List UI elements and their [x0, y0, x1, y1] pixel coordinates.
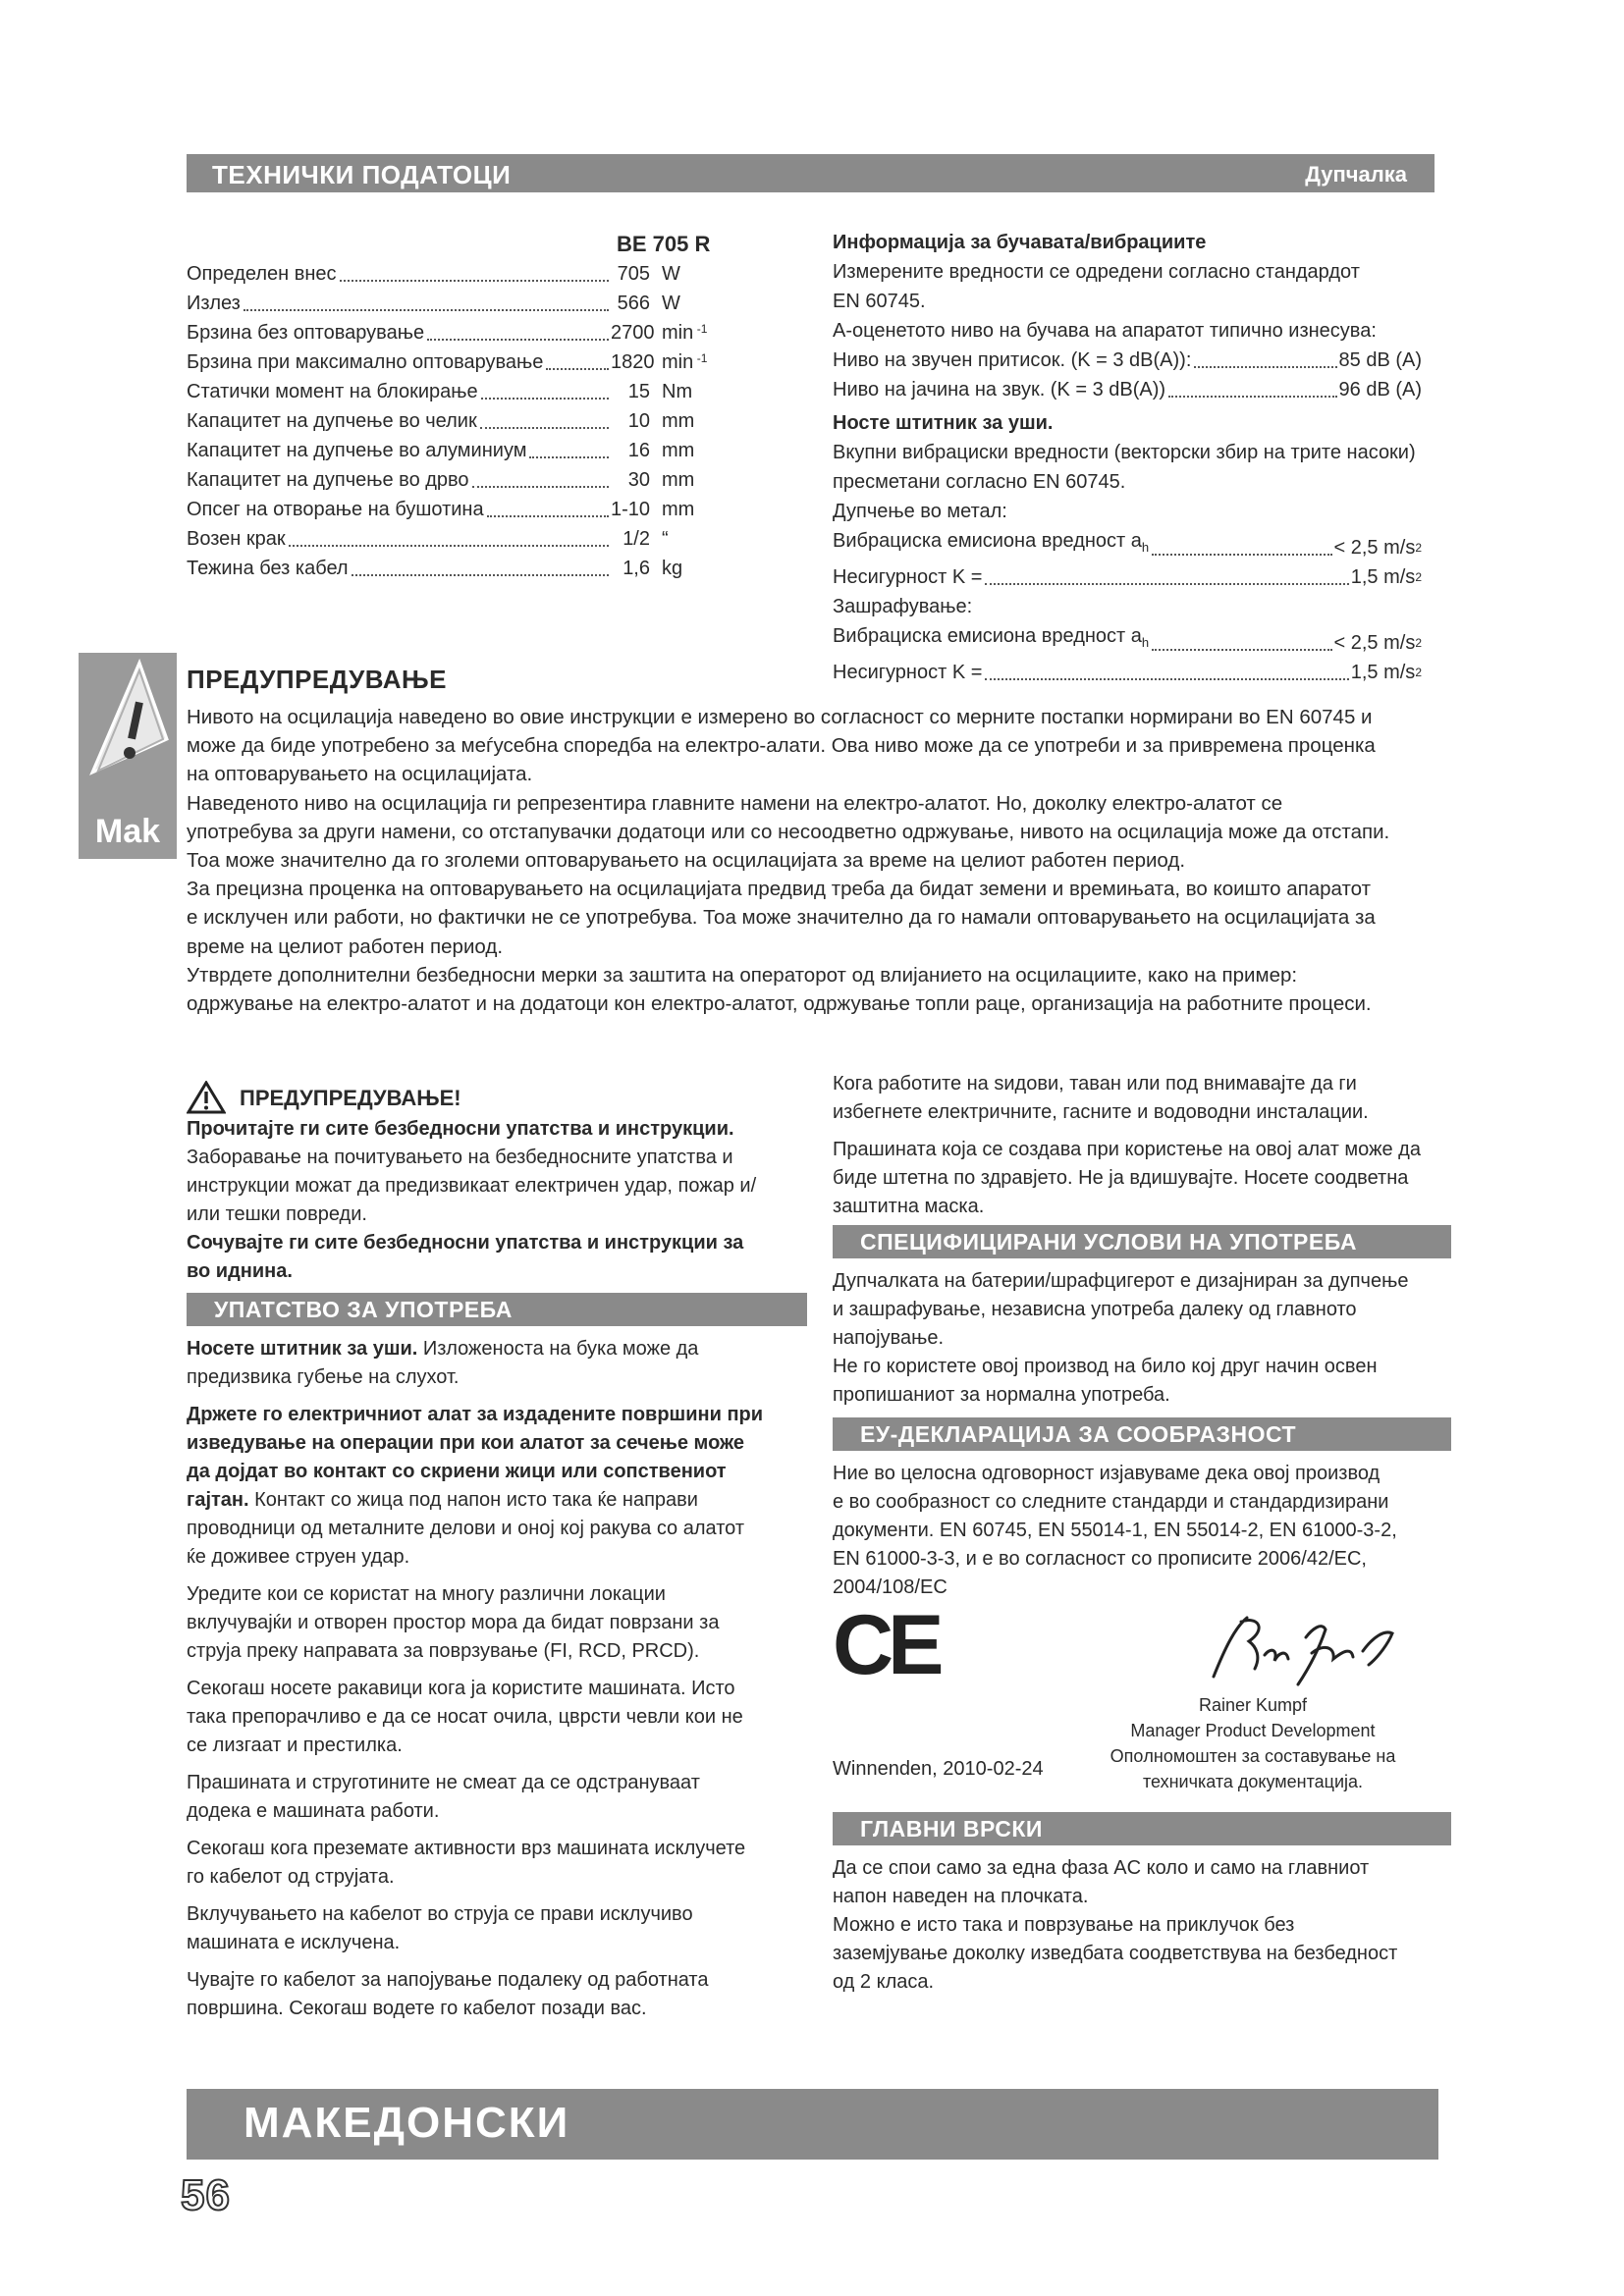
ear-protection-heading: Носте штитник за уши. — [833, 412, 1054, 434]
warning-line: може да биде употребено за меѓусебна споредба на електро-алати. Ова ниво може да се употреби и за привремена проценка — [187, 734, 1376, 758]
read-instructions-text: или тешки повреди. — [187, 1203, 367, 1225]
spec-label: Излез — [187, 293, 241, 314]
spec-row — [187, 406, 736, 436]
spec-label: Капацитет на дупчење во алуминиум — [187, 440, 527, 461]
keep-instructions: Сочувајте ги сите безбедносни упатства и инструкции за — [187, 1232, 744, 1254]
dot-leader — [487, 515, 609, 517]
dot-leader — [472, 486, 609, 488]
left-column: ПРЕДУПРЕДУВАЊЕ! Прочитајте ги сите безбедносни упатства и инструкции. Заборавање на почитувањето на безбедносните упатства и инструкции можат да предизвикаат електричен удар, пожар и/ или тешки повреди. Сочувајте ги сите безбедносни упатства и инструкции за во иднина. УПАТСТВО ЗА УПОТРЕБА Носете штитник за уши. Изложеноста на бука може да предизвика губење на слухот. Држете го електричниот алат за издадените површини при изведување на операции при кои алатот за сечење може да дојдат во контакт со скриени жици или сопствениот гајтан. Контакт со жица под напон исто така ќе направи проводници од металните делови и оној кој ракува со алатот ќе доживее струен удар. Уредите кои се користат на многу различни локации вклучувајќи и отворен простор мора да бидат поврзани за струја преку направата за поврзување (FI, RCD, PRCD). Секогаш носете ракавици кога ја користите машината. Исто така препорачливо е да се носат очила, цврсти чевли кои не се лизгаат и престилка. Прашината и струготините не смеат да се одстрануваат додека е машината работи. Секогаш кога преземате активности врз машината исклучете го кабелот од струјата. Вклучувањето на кабелот во струја се прави исклучиво машината е исклучена. Чувајте го кабелот за напојување подалеку од работната површина. Секогаш водете го кабелот позади вас. — [187, 1080, 807, 2023]
walls-paragraph: Кога работите на sидови, таван или под внимавајте да ги — [833, 1073, 1357, 1095]
warning-line: време на целиот работен период. — [187, 934, 504, 958]
product-category: Дупчалка — [1305, 162, 1407, 187]
spec-label: Опсег на отворање на бушотина — [187, 499, 484, 520]
spec-unit: min $^{-1}$ — [662, 322, 708, 344]
dust-harmful-paragraph: Прашината која се создава при користење на овој алат може да — [833, 1139, 1421, 1160]
cable-paragraph: Чувајте го кабелот за напојување подалеку од работната — [187, 1969, 709, 1991]
warning-line: на оптоварувањето на осцилацијата. — [187, 763, 533, 786]
spec-unit: Nm — [662, 381, 693, 402]
spec-unit: “ — [662, 528, 669, 550]
safety-warning-title: ПРЕДУПРЕДУВАЊЕ! — [240, 1085, 461, 1110]
keep-instructions: во иднина. — [187, 1260, 293, 1282]
sound-pressure-row: Ниво на звучен притисок. (K = 3 dB(A)): 85 dB (A) — [833, 349, 1422, 371]
spec-value: 566 — [617, 293, 650, 314]
spec-row — [187, 465, 736, 495]
signature-image — [1196, 1608, 1412, 1696]
section-header-bar — [187, 154, 1435, 192]
signer-role: техничката документација. — [1142, 1772, 1364, 1791]
mains-heading: ГЛАВНИ ВРСКИ — [833, 1812, 1451, 1845]
screwing-label: Зашрафување: — [833, 596, 973, 617]
spec-value: 16 — [627, 440, 650, 461]
spec-unit: min $^{-1}$ — [662, 351, 708, 373]
vibration-line: пресметани согласно EN 60745. — [833, 471, 1126, 493]
spec-unit: mm — [662, 499, 695, 520]
plug-in-paragraph: Вклучувањето на кабелот во струја се прави исклучиво — [187, 1903, 693, 1925]
model-name: BE 705 R — [617, 232, 711, 256]
spec-row — [187, 495, 736, 524]
spec-value: 2700 — [611, 322, 655, 344]
warning-line: Наведеното ниво на осцилација ги репрезентира главните намени на електро-алатот. Но, доколку електро-алатот се — [187, 791, 1283, 815]
read-instructions: Прочитајте ги сите безбедносни упатства и инструкции. — [187, 1118, 734, 1140]
warning-triangle-icon — [84, 657, 171, 784]
noise-line: EN 60745. — [833, 291, 926, 312]
page-section-title: ТЕХНИЧКИ ПОДАТОЦИ — [212, 160, 512, 189]
read-instructions-text: инструкции можат да предизвикаат електричен удар, пожар и/ — [187, 1175, 757, 1197]
dot-leader — [352, 574, 609, 576]
specs-table — [187, 230, 736, 583]
spec-value: 1/2 — [623, 528, 650, 550]
noise-line: Измерените вредности се одредени согласно стандардот — [833, 261, 1360, 283]
dot-leader — [289, 545, 609, 547]
uncertainty-row: Несигурност K = 1,5 m/s 2 — [833, 662, 1422, 683]
uncertainty-row: Несигурност K = 1,5 m/s 2 — [833, 566, 1422, 588]
dot-leader — [546, 368, 609, 370]
spec-label: Возен крак — [187, 528, 286, 550]
spec-value: 30 — [627, 469, 650, 491]
warning-line: употребува за други намени, со отстапувачки додатоци или со несоодветно одржување, нивото на осцилација може да отстапи. — [187, 820, 1390, 843]
dot-leader — [427, 339, 609, 341]
dot-leader — [481, 398, 609, 400]
spec-row — [187, 347, 736, 377]
spec-row — [187, 524, 736, 554]
spec-row — [187, 377, 736, 406]
dot-leader — [340, 280, 609, 282]
spec-label: Брзина при максимално оптоварување — [187, 351, 544, 373]
warning-line: Утврдете дополнителни безбедносни мерки за заштита на операторот од влијанието на осцилациите, како на пример: — [187, 963, 1298, 987]
warning-line: е исклучен или работи, но фактички не се употребува. Тоа може значително да го намали оптоварувањето на осцилацијата за — [187, 906, 1376, 930]
spec-label: Капацитет на дупчење во дрво — [187, 469, 469, 491]
spec-unit: mm — [662, 469, 695, 491]
warning-line: За прецизна проценка на оптоварувањето на осцилацијата предвид треба да бидат земени и времињата, во коишто апаратот — [187, 878, 1372, 901]
warning-line: одржување на електро-алатот и на додатоци кон електро-алатот, одржување топли раце, организација на работните процеси. — [187, 992, 1372, 1016]
emission-row: Вибрациска емисиона вредност $a_h$ < 2,5 m/s 2 — [833, 530, 1422, 559]
sound-power-row: Ниво на јачина на звук. (K = 3 dB(A)) 96 dB (A) — [833, 379, 1422, 400]
signer-role: Опoлномоштен за составување на — [1110, 1746, 1396, 1766]
spec-value: 705 — [617, 263, 650, 285]
warning-line: Нивото на осцилација наведено во овие инструкции е измерено во согласност со мерните постапки нормирани во EN 60745 и — [187, 706, 1373, 728]
specified-use-text: Дупчалката на батерии/шрафцигерот е дизајниран за дупчење — [833, 1270, 1409, 1292]
spec-unit: kg — [662, 558, 683, 579]
vibration-warning-text — [187, 703, 1438, 1018]
spec-label: Статички момент на блокирање — [187, 381, 478, 402]
spec-value: 1-10 — [611, 499, 651, 520]
eu-declaration-text: Ние во целосна одговорност изјавуваме дека овој производ — [833, 1463, 1380, 1484]
spec-label: Определен внес — [187, 263, 337, 285]
ear-protection-paragraph: Носете штитник за уши. Изложеноста на бука може да — [187, 1338, 699, 1360]
spec-value: 15 — [627, 381, 650, 402]
language-name: МАКЕДОНСКИ — [244, 2099, 570, 2147]
page-number: 56 — [181, 2171, 231, 2219]
spec-unit: mm — [662, 440, 695, 461]
noise-heading: Информација за бучавата/вибрациите — [833, 232, 1207, 253]
place-date: Winnenden, 2010-02-24 — [833, 1758, 1044, 1780]
spec-unit: mm — [662, 410, 695, 432]
dust-paragraph: Прашината и струготините не смеат да се одстрануваат — [187, 1772, 700, 1793]
spec-row — [187, 554, 736, 583]
spec-row — [187, 289, 736, 318]
warning-line: Тоа може значително да го зголеми оптоварувањето на осцилацијата за време на целиот работен период. — [187, 849, 1186, 873]
spec-label: Капацитет на дупчење во челик — [187, 410, 477, 432]
dot-leader — [244, 309, 609, 311]
noise-vibration-info — [833, 228, 1441, 687]
spec-value: 1820 — [611, 351, 655, 373]
drill-metal-label: Дупчење во метал: — [833, 501, 1007, 522]
spec-row — [187, 259, 736, 289]
vibration-warning-title: ПРЕДУПРЕДУВАЊЕ — [187, 665, 447, 694]
specified-use-heading: СПЕЦИФИЦИРАНИ УСЛОВИ НА УПОТРЕБА — [833, 1225, 1451, 1258]
right-column: Кога работите на sидови, таван или под внимавајте да ги избегнете електричните, гасните и водоводни инсталации. Прашината која се создава при користење на овој алат може да биде штетна по здравјето. Не ја вдишувајте. Носете соодветна заштитна маска. СПЕЦИФИЦИРАНИ УСЛОВИ НА УПОТРЕБА Дупчалката на батерии/шрафцигерот е дизајниран за дупчење и зашрафување, независна употреба далеку од главното напојување. Не го користете овој производ на било кој друг начин освен пропишаниот за нормална употреба. ЕУ-ДЕКЛАРАЦИЈА ЗА СООБРАЗНОСТ Ние во целосна одговорност изјавуваме дека овој производ е во сообразност со следните стандарди и стандардизирани документи. EN 60745, EN 55014-1, EN 55014-2, EN 61000-3-2, EN 61000-3-3, и е во согласност со прописите 2006/42/EC, 2004/108/EC CE Winnenden, 2010-02-24 Rainer Kumpf Manager Product Development Опoлномоштен за составување на техничката документација. ГЛАВНИ ВРСКИ Да се спои само за една фаза AC коло и само на главниот напон наведен на плочката. Можно е исто така и поврзување на приклучок без заземјување доколку изведбата соодветствува на безбедност од 2 класа. — [833, 1070, 1451, 1997]
spec-row — [187, 318, 736, 347]
unplug-paragraph: Секогаш кога преземате активности врз машината исклучете — [187, 1838, 746, 1859]
language-footer-bar — [187, 2089, 1438, 2160]
language-tab — [79, 653, 177, 859]
signer-title: Manager Product Development — [1130, 1721, 1376, 1740]
vibration-line: Вкупни вибрациски вредности (векторски збир на трите насоки) — [833, 442, 1416, 463]
ce-mark: CE — [833, 1598, 939, 1692]
spec-value: 10 — [627, 410, 650, 432]
warning-icon — [187, 1081, 226, 1114]
usage-heading: УПАТСТВО ЗА УПОТРЕБА — [187, 1293, 807, 1326]
noise-line: A-оценетото ниво на бучава на апаратот типично изнесува: — [833, 320, 1377, 342]
gloves-paragraph: Секогаш носете ракавици кога ја користите машината. Исто — [187, 1678, 735, 1699]
spec-label: Тежина без кабел — [187, 558, 349, 579]
language-code: Mak — [94, 813, 161, 850]
emission-row: Вибрациска емисиона вредност $a_h$ < 2,5 m/s 2 — [833, 625, 1422, 654]
mains-text: Да се спои само за една фаза AC коло и само на главниот — [833, 1857, 1370, 1879]
dot-leader — [480, 427, 609, 429]
signature-block — [833, 1598, 1451, 1812]
signer-name: Rainer Kumpf — [1198, 1695, 1308, 1715]
read-instructions-text: Заборавање на почитувањето на безбедносните упатства и — [187, 1147, 733, 1168]
spec-row — [187, 436, 736, 465]
hold-insulated-paragraph: Држете го електричниот алат за издадените површини при — [187, 1404, 764, 1425]
rcd-paragraph: Уредите кои се користат на многу различни локации — [187, 1583, 666, 1605]
eu-declaration-heading: ЕУ-ДЕКЛАРАЦИЈА ЗА СООБРАЗНОСТ — [833, 1417, 1451, 1451]
dot-leader — [529, 456, 609, 458]
spec-unit: W — [662, 293, 680, 314]
spec-unit: W — [662, 263, 680, 285]
spec-label: Брзина без оптоварување — [187, 322, 425, 344]
spec-value: 1,6 — [623, 558, 650, 579]
